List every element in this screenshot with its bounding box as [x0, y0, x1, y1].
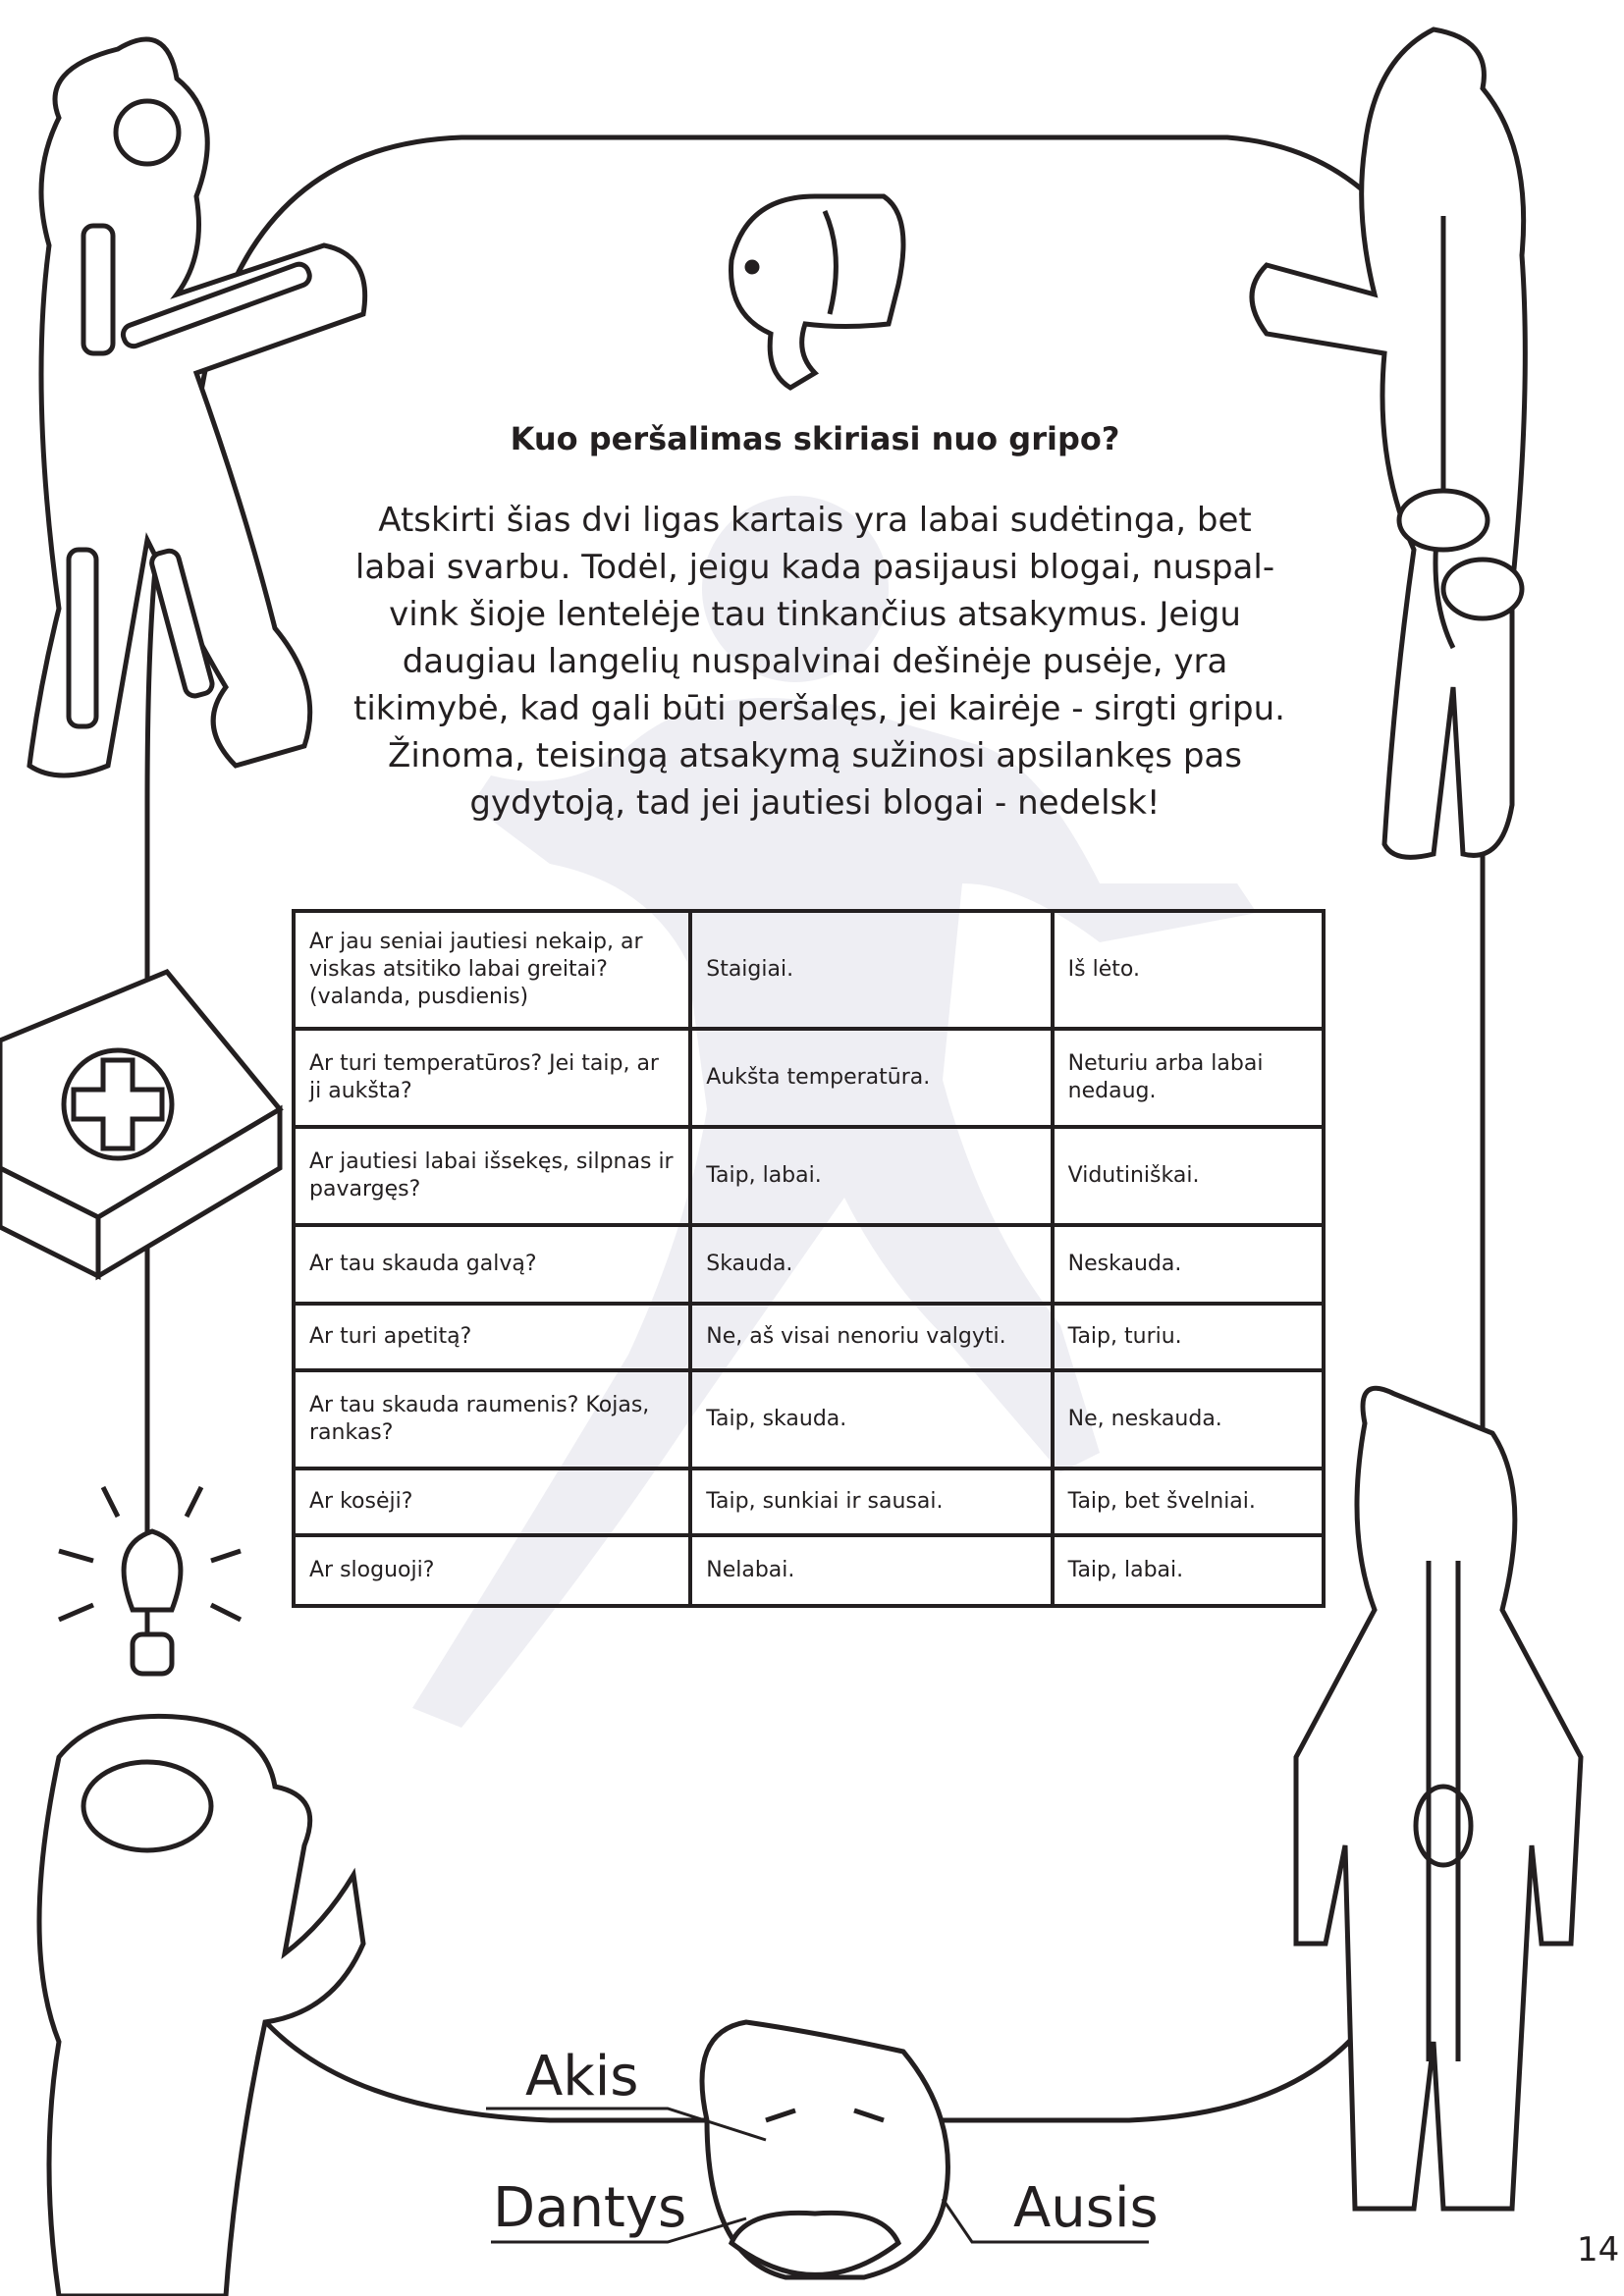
table-row: [294, 1468, 1324, 1535]
question-cell: Ar tau skauda raumenis? Kojas, rankas?: [294, 1370, 690, 1468]
brain-figure: [39, 1716, 363, 2296]
flu-answer-cell[interactable]: Taip, skauda.: [690, 1370, 1052, 1468]
flu-answer-cell[interactable]: Skauda.: [690, 1225, 1052, 1304]
question-cell: Ar jau seniai jautiesi nekaip, ar viskas atsitiko labai greitai? (valanda, pusdienis): [294, 911, 690, 1029]
question-cell: Ar tau skauda galvą?: [294, 1225, 690, 1304]
question-cell: Ar turi apetitą?: [294, 1304, 690, 1370]
skeleton-figure: [29, 39, 365, 775]
flu-answer-cell[interactable]: Taip, sunkiai ir sausai.: [690, 1468, 1052, 1535]
page-number: 14: [1577, 2230, 1620, 2269]
table-row: [294, 911, 1324, 1029]
table-row: [294, 1370, 1324, 1468]
intro-paragraph: [353, 497, 1285, 827]
label-eye: Akis: [525, 2045, 639, 2109]
cold-answer-cell[interactable]: Taip, turiu.: [1053, 1304, 1324, 1370]
page-heading: Kuo peršalimas skiriasi nuo gripo?: [510, 420, 1120, 457]
question-cell: Ar sloguoji?: [294, 1535, 690, 1606]
intro-line: Žinoma, teisingą atsakymą sužinosi apsilankęs pas: [388, 736, 1242, 775]
flu-answer-cell[interactable]: Staigiai.: [690, 911, 1052, 1029]
cold-answer-cell[interactable]: Vidutiniškai.: [1053, 1127, 1324, 1225]
lungs-drawing: [731, 196, 904, 388]
cold-answer-cell[interactable]: Taip, labai.: [1053, 1535, 1324, 1606]
table-row: [294, 1225, 1324, 1304]
flu-answer-cell[interactable]: Taip, labai.: [690, 1127, 1052, 1225]
cold-answer-cell[interactable]: Iš lėto.: [1053, 911, 1324, 1029]
cold-answer-cell[interactable]: Ne, neskauda.: [1053, 1370, 1324, 1468]
intro-line: Atskirti šias dvi ligas kartais yra labai sudėtinga, bet: [378, 501, 1252, 540]
question-cell: Ar jautiesi labai išsekęs, silpnas ir pavargęs?: [294, 1127, 690, 1225]
cold-answer-cell[interactable]: Neturiu arba labai nedaug.: [1053, 1029, 1324, 1127]
intro-line: labai svarbu. Todėl, jeigu kada pasijausi blogai, nuspal-: [354, 548, 1275, 587]
table-row: [294, 1535, 1324, 1606]
cold-answer-cell[interactable]: Taip, bet švelniai.: [1053, 1468, 1324, 1535]
question-cell: Ar kosėji?: [294, 1468, 690, 1535]
question-cell: Ar turi temperatūros? Jei taip, ar ji aukšta?: [294, 1029, 690, 1127]
cold-answer-cell[interactable]: Neskauda.: [1053, 1225, 1324, 1304]
table-row: [294, 1029, 1324, 1127]
intro-line: daugiau langelių nuspalvinai dešinėje pusėje, yra: [402, 642, 1228, 681]
intro-line: gydytoją, tad jei jautiesi blogai - nedelsk!: [469, 783, 1161, 823]
intro-line: vink šioje lentelėje tau tinkančius atsakymus. Jeigu: [389, 595, 1241, 634]
table-row: [294, 1127, 1324, 1225]
symptom-table: [292, 909, 1326, 1608]
intro-line: tikimybė, kad gali būti peršalęs, jei kairėje - sirgti gripu.: [353, 689, 1285, 728]
table-row: [294, 1304, 1324, 1370]
first-aid-kit: [0, 972, 280, 1276]
flu-answer-cell[interactable]: Nelabai.: [690, 1535, 1052, 1606]
label-ear: Ausis: [1013, 2176, 1159, 2240]
label-teeth: Dantys: [493, 2176, 687, 2240]
flu-answer-cell[interactable]: Ne, aš visai nenoriu valgyti.: [690, 1304, 1052, 1370]
nervous-system-figure: [1296, 1388, 1581, 2209]
flu-answer-cell[interactable]: Aukšta temperatūra.: [690, 1029, 1052, 1127]
